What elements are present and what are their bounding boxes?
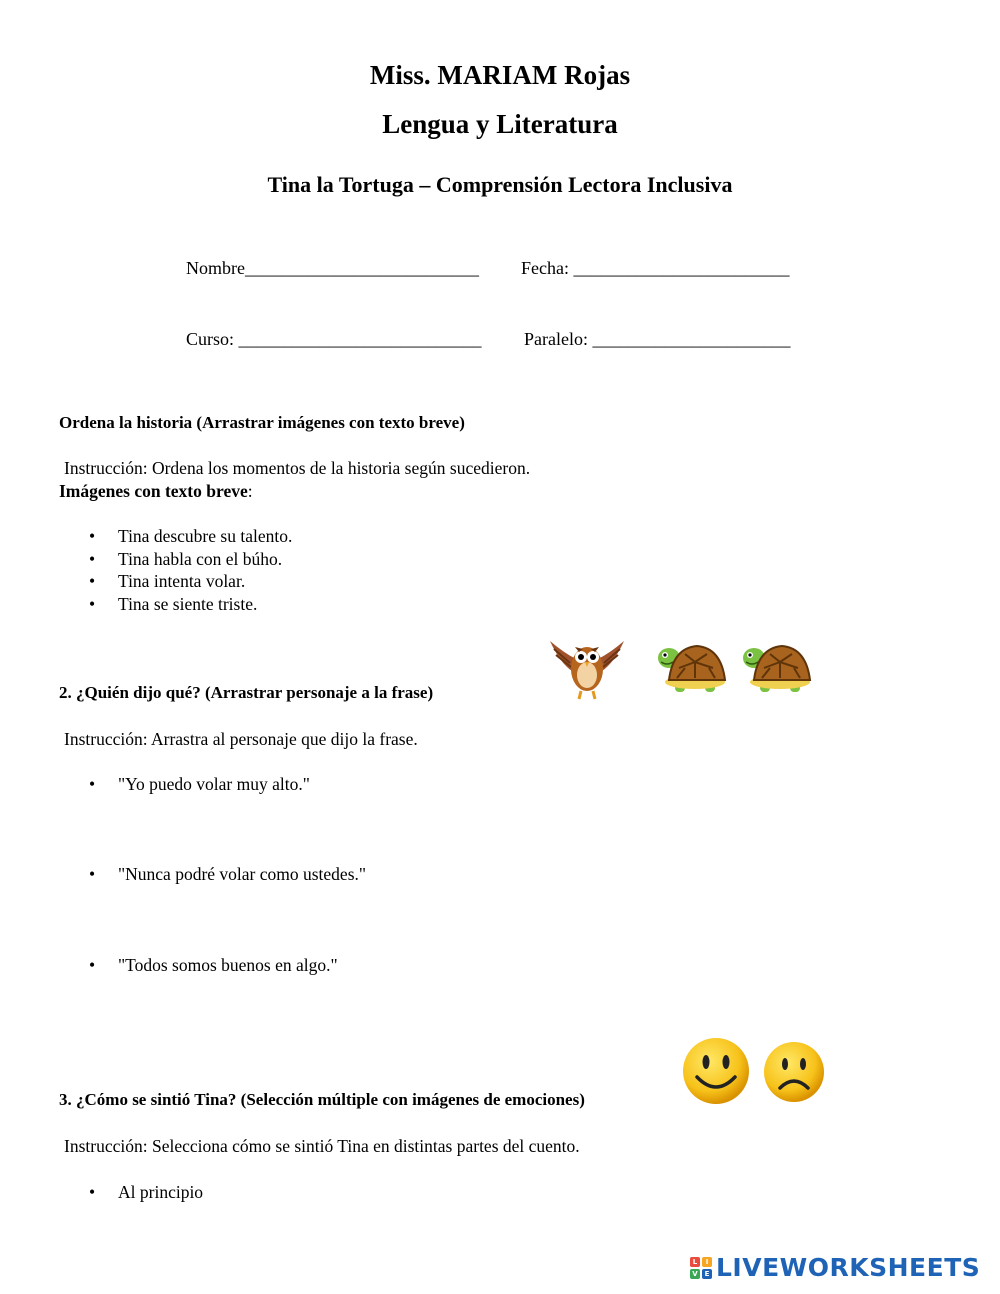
happy-face-icon[interactable] [680, 1035, 752, 1107]
teacher-name: Miss. MARIAM Rojas [369, 60, 631, 90]
name-field[interactable]: Nombre__________________________ [186, 258, 479, 278]
turtle-icon[interactable] [655, 638, 729, 698]
liveworksheets-logo [690, 1253, 980, 1282]
section-field[interactable]: Paralelo: ______________________ [524, 329, 791, 349]
logo-letter: V [690, 1269, 700, 1279]
emotion-item-text: Al principio [118, 1182, 204, 1202]
section1-title: Ordena la historia (Arrastrar imágenes con texto breve) [59, 413, 465, 432]
subject-title: Lengua y Literatura [382, 109, 618, 139]
owl-icon[interactable] [546, 633, 628, 701]
worksheet-title: Tina la Tortuga – Comprensión Lectora Inclusiva [267, 172, 733, 197]
story-item-text: Tina habla con el búho. [118, 549, 283, 569]
logo-letter: E [702, 1269, 712, 1279]
section1-images-label [59, 481, 253, 502]
emotion-item[interactable]: • Al principio [89, 1182, 204, 1202]
quote-item-text: "Todos somos buenos en algo." [118, 955, 338, 975]
quote-item-text: "Nunca podré volar como ustedes." [118, 864, 367, 884]
logo-letter: L [690, 1257, 700, 1267]
date-field[interactable]: Fecha: ________________________ [521, 258, 790, 278]
images-label-text: Imágenes con texto breve [59, 481, 248, 501]
section1-instruction: Instrucción: Ordena los momentos de la historia según sucedieron. [64, 458, 531, 478]
sad-face-icon[interactable] [762, 1040, 826, 1104]
section2-instruction: Instrucción: Arrastra al personaje que dijo la frase. [64, 729, 418, 749]
quote-item[interactable]: • "Yo puedo volar muy alto." [89, 774, 310, 794]
story-item[interactable]: • Tina intenta volar. [89, 571, 246, 591]
quote-item[interactable]: • "Todos somos buenos en algo." [89, 955, 338, 975]
story-item-text: Tina descubre su talento. [118, 526, 293, 546]
logo-text: LIVEWORKSHEETS [716, 1253, 981, 1282]
section3-instruction: Instrucción: Selecciona cómo se sintió Tina en distintas partes del cuento. [64, 1136, 580, 1156]
section2-title: 2. ¿Quién dijo qué? (Arrastrar personaje a la frase) [59, 683, 434, 702]
story-item-text: Tina intenta volar. [118, 571, 246, 591]
turtle-icon[interactable] [740, 638, 814, 698]
story-item-text: Tina se siente triste. [118, 594, 258, 614]
quote-item[interactable]: • "Nunca podré volar como ustedes." [89, 864, 367, 884]
story-item[interactable]: • Tina habla con el búho. [89, 549, 283, 569]
logo-mark-icon [690, 1257, 712, 1279]
story-item[interactable]: • Tina se siente triste. [89, 594, 258, 614]
images-label-colon: : [247, 481, 253, 501]
course-field[interactable]: Curso: ___________________________ [186, 329, 482, 349]
section3-title: 3. ¿Cómo se sintió Tina? (Selección múltiple con imágenes de emociones) [59, 1090, 585, 1109]
quote-item-text: "Yo puedo volar muy alto." [118, 774, 310, 794]
story-item[interactable]: • Tina descubre su talento. [89, 526, 293, 546]
logo-letter: I [702, 1257, 712, 1267]
